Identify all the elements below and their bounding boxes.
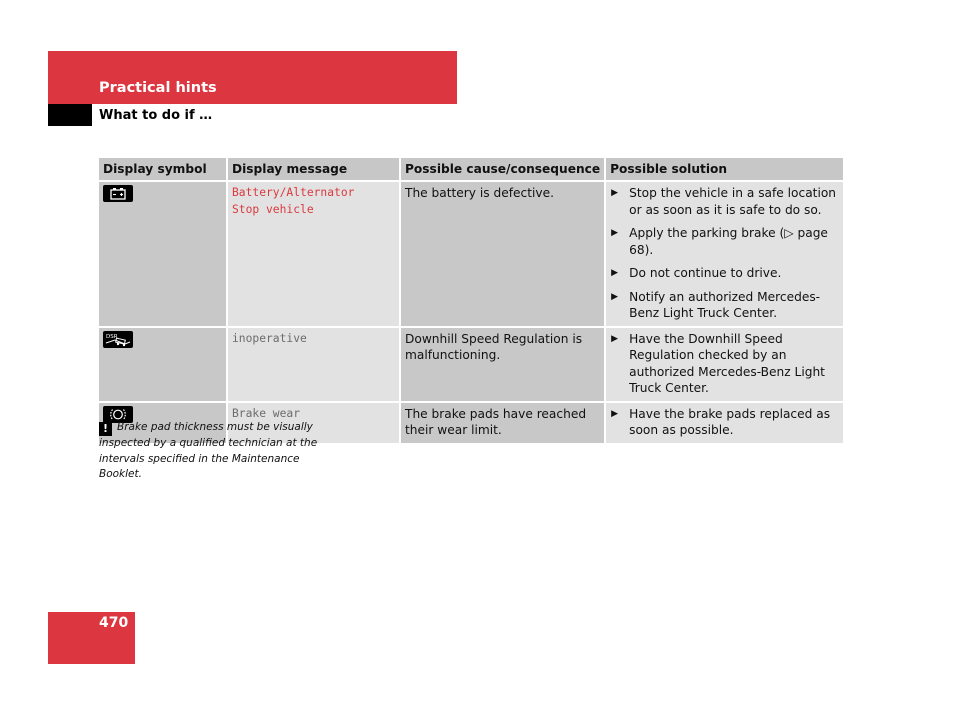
solution-item <box>610 331 839 397</box>
symbol-cell <box>99 328 226 401</box>
cause-cell: The brake pads have reached their wear limit. <box>401 403 604 443</box>
table-row <box>99 328 843 401</box>
message-cell <box>228 328 399 401</box>
solution-cell <box>606 182 843 326</box>
solution-cell <box>606 403 843 443</box>
warning-note-text: Brake pad thickness must be visually inspected by a qualified technician at the intervals specified in the Maintenance Booklet. <box>99 421 318 480</box>
solution-cell <box>606 328 843 401</box>
section-tab-marker <box>48 104 92 126</box>
solution-text: Apply the parking brake (▷ page 68). <box>629 226 828 257</box>
dsr-icon <box>103 331 133 348</box>
header-band <box>48 51 457 104</box>
solution-text: Have the brake pads replaced as soon as possible. <box>629 406 831 437</box>
symbol-cell <box>99 182 226 326</box>
table-header-row <box>99 158 843 180</box>
display-message-line: Battery/Alternator <box>232 186 355 199</box>
bullet-arrow-icon: ▶ <box>611 188 619 198</box>
column-header: Possible solution <box>606 158 843 180</box>
solution-item <box>610 185 839 218</box>
display-message-line: inoperative <box>232 331 307 345</box>
column-header: Display message <box>228 158 399 180</box>
solution-text: Have the Downhill Speed Regulation checked by an authorized Mercedes-Benz Light Truck Center. <box>629 331 825 395</box>
cause-cell: The battery is defective. <box>401 182 604 326</box>
solution-text: Notify an authorized Mercedes-Benz Light Truck Center. <box>629 289 821 320</box>
bullet-arrow-icon: ▶ <box>611 228 619 238</box>
display-message-line: Stop vehicle <box>232 202 314 216</box>
bullet-arrow-icon: ▶ <box>611 333 619 344</box>
bullet-arrow-icon: ▶ <box>611 291 619 302</box>
display-message-line: Brake wear <box>232 406 301 420</box>
solution-text: Do not continue to drive. <box>629 266 782 280</box>
solution-item <box>610 406 839 439</box>
table-row <box>99 182 843 326</box>
solution-item <box>610 265 839 282</box>
solution-item <box>610 225 839 258</box>
message-cell <box>228 182 399 326</box>
solution-text: Stop the vehicle in a safe location or as soon as it is safe to do so. <box>629 186 837 217</box>
bullet-arrow-icon: ▶ <box>611 408 619 419</box>
exclamation-icon: ! <box>99 422 112 436</box>
bullet-arrow-icon: ▶ <box>611 268 619 278</box>
page-number: 470 <box>99 615 129 631</box>
warning-note <box>99 420 344 483</box>
column-header: Display symbol <box>99 158 226 180</box>
solution-item <box>610 289 839 322</box>
battery-icon <box>103 185 133 202</box>
display-messages-table <box>97 156 845 445</box>
dsr-icon-label: DSR <box>106 333 118 340</box>
subsection-title: What to do if … <box>99 108 213 123</box>
cause-cell: Downhill Speed Regulation is malfunctioning. <box>401 328 604 401</box>
column-header: Possible cause/consequence <box>401 158 604 180</box>
section-title: Practical hints <box>99 80 217 96</box>
